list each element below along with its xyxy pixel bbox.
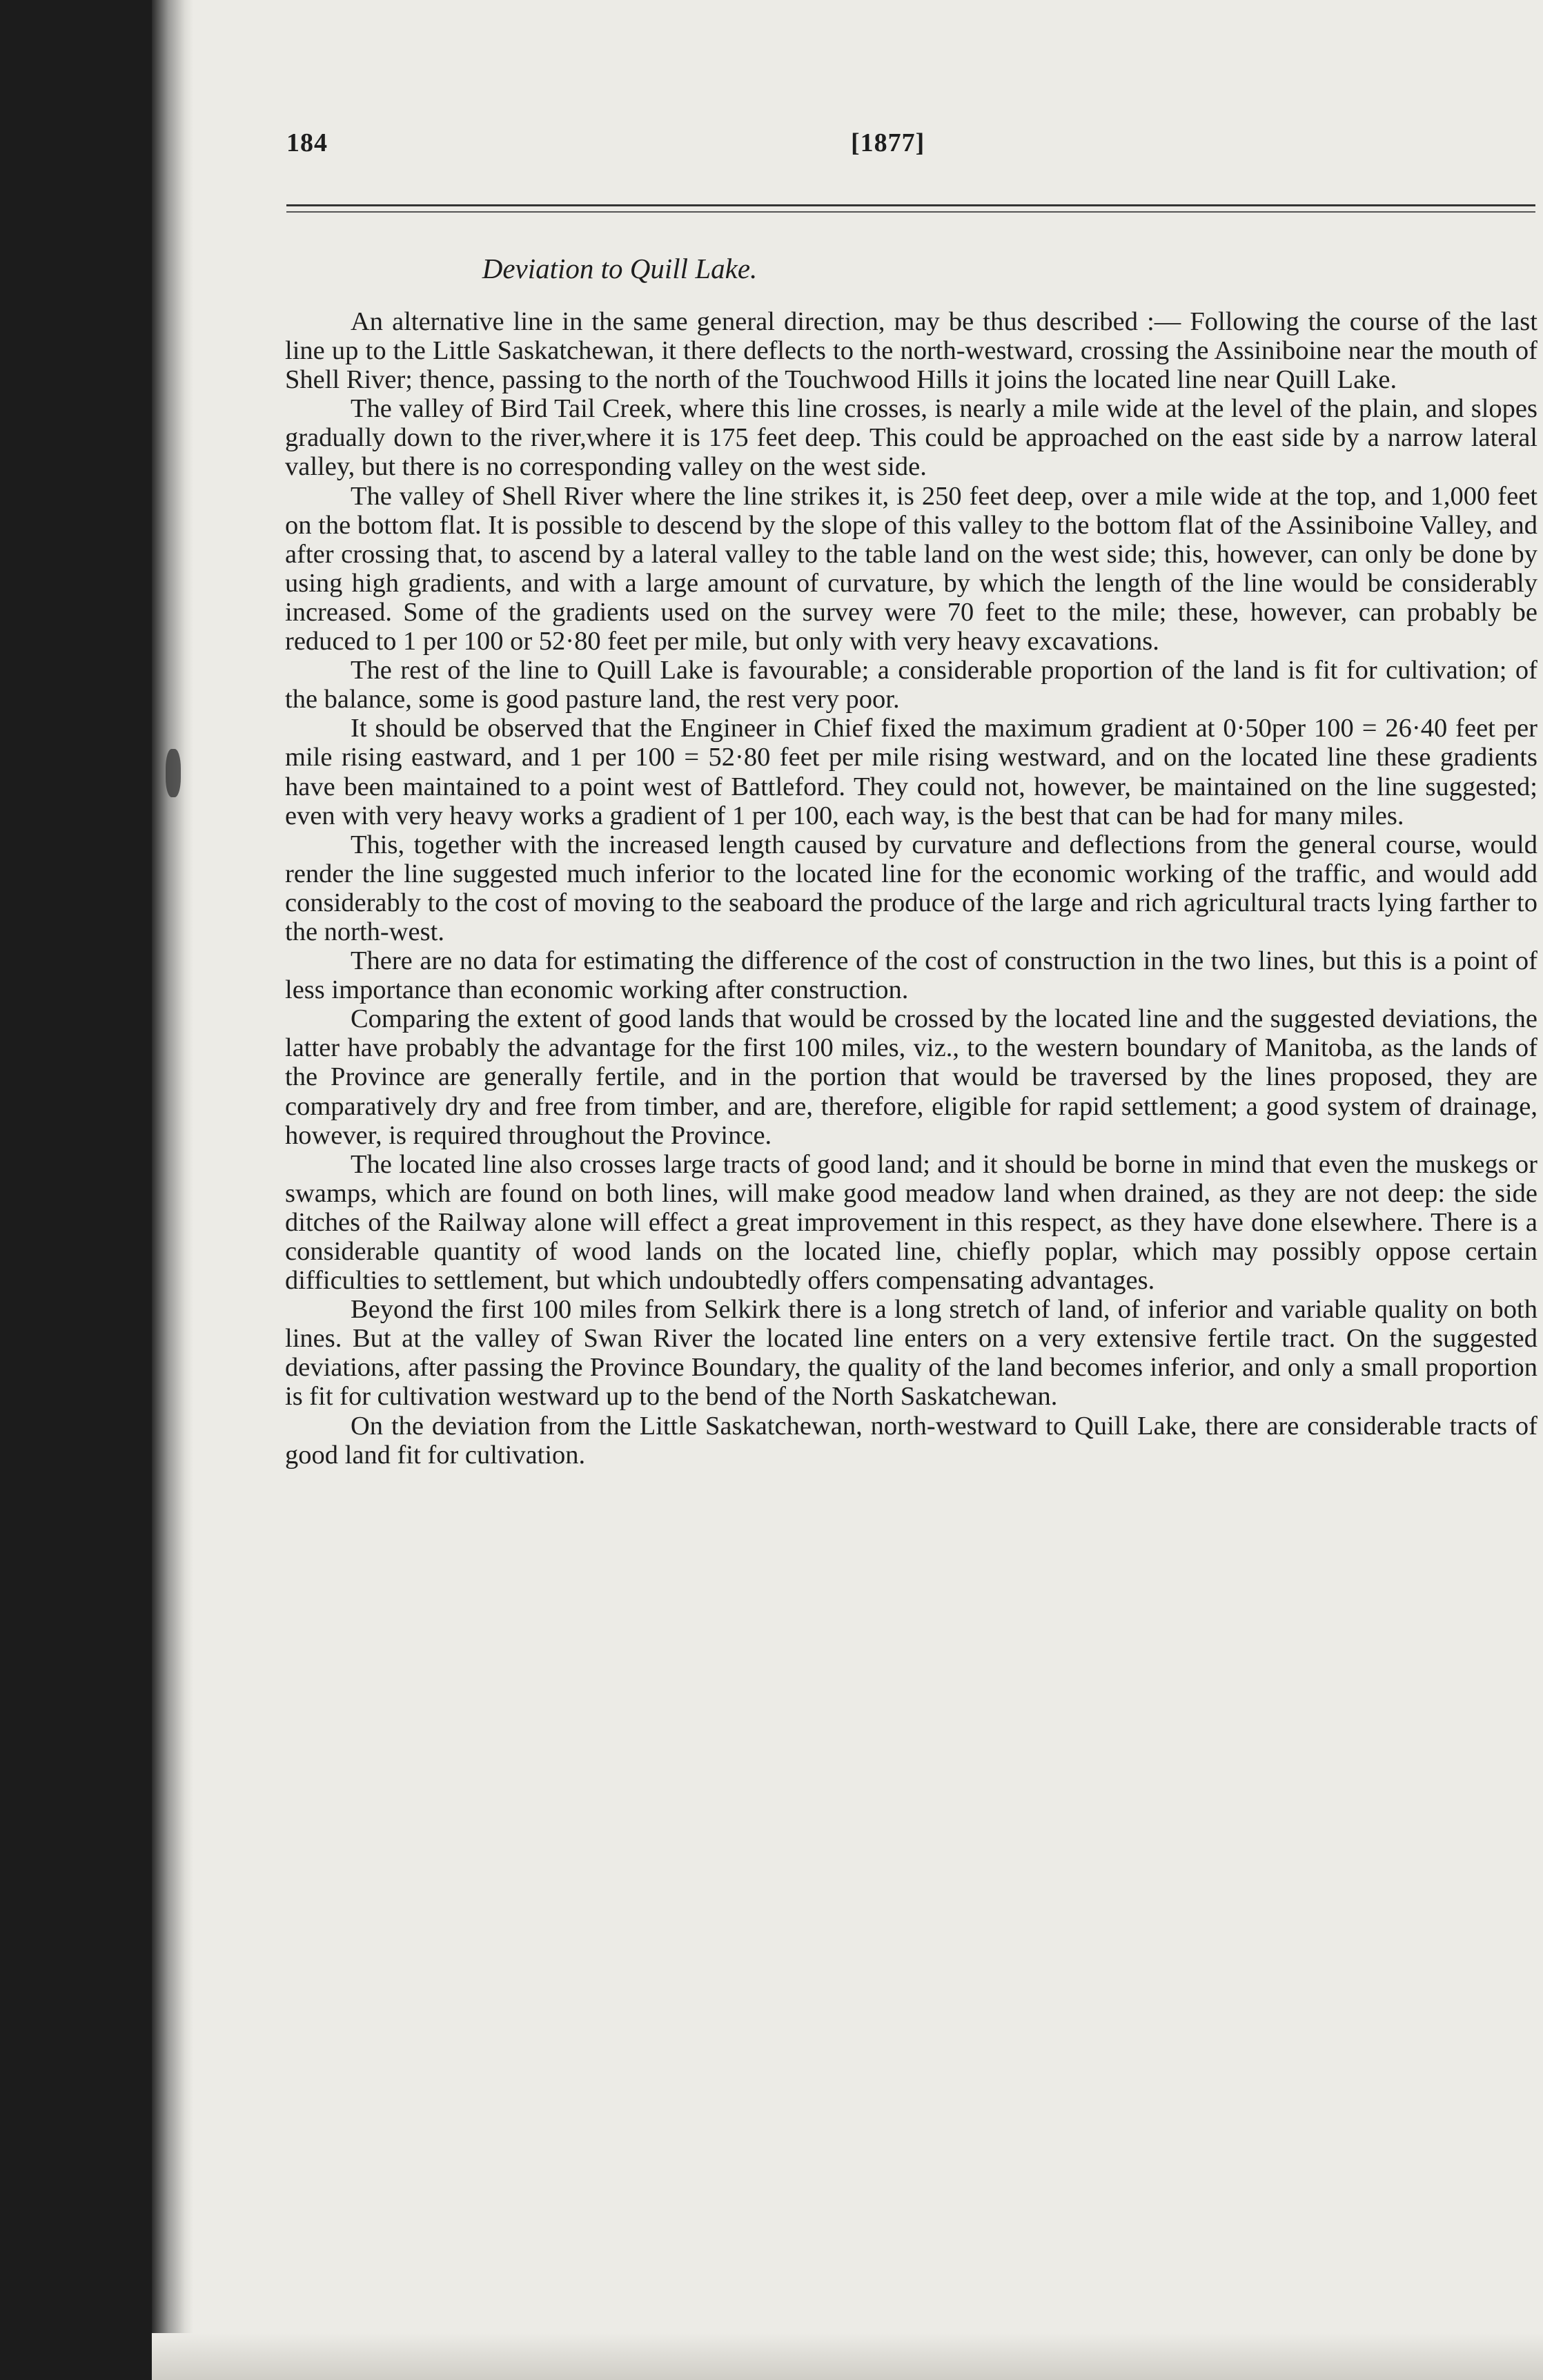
page-bottom-edge: [152, 2333, 1543, 2380]
page-year: [1877]: [851, 128, 925, 157]
paragraph: Beyond the first 100 miles from Selkirk there is a long stretch of land, of inferior and variable quality on both lines. But at the valley of Swan River the located line enters on a very extensive fertile tract. On the suggested deviations, after passing the Province Boundary, the quality of the land becomes inferior, and only a small proportion is fit for cultivation westward up to the bend of the North Saskatchewan.: [285, 1295, 1537, 1412]
paragraph: On the deviation from the Little Saskatchewan, north-westward to Quill Lake, there are considerable tracts of good land fit for cultivation.: [285, 1411, 1537, 1470]
body-text: [285, 307, 1537, 1470]
paragraph: There are no data for estimating the difference of the cost of construction in the two lines, but this is a point of less importance than economic working after construction.: [285, 946, 1537, 1005]
header-rule-thin: [286, 211, 1535, 213]
paragraph: An alternative line in the same general direction, may be thus described :— Following the course of the last line up to the Little Saskatchewan, it there deflects to the north-westward, crossing the Assiniboine near the mouth of Shell River; thence, passing to the north of the Touchwood Hills it joins the located line near Quill Lake.: [285, 307, 1537, 395]
paragraph: The valley of Shell River where the line strikes it, is 250 feet deep, over a mile wide at the top, and 1,000 feet on the bottom flat. It is possible to descend by the slope of this valley to the bottom flat of the Assiniboine Valley, and after crossing that, to ascend by a lateral valley to the table land on the west side; this, however, can only be done by using high gradients, and with a large amount of curvature, by which the length of the line would be considerably increased. Some of the gradients used on the survey were 70 feet to the mile; these, however, can probably be reduced to 1 per 100 or 52·80 feet per mile, but only with very heavy excavations.: [285, 481, 1537, 656]
page-number: 184: [286, 128, 328, 157]
paragraph: The rest of the line to Quill Lake is favourable; a considerable proportion of the land is fit for cultivation; of the balance, some is good pasture land, the rest very poor.: [285, 656, 1537, 714]
paragraph: This, together with the increased length caused by curvature and deflections from the general course, would render the line suggested much inferior to the located line for the economic working of the traffic, and would add considerably to the cost of moving to the seaboard the produce of the large and rich agricultural tracts lying farther to the north-west.: [285, 830, 1537, 946]
binding-shadow: [152, 0, 193, 2380]
header-rule-thick: [286, 204, 1535, 206]
page-header: [286, 128, 1535, 169]
section-title: Deviation to Quill Lake.: [482, 253, 758, 284]
document-page: [152, 0, 1543, 2380]
paragraph: The located line also crosses large tracts of good land; and it should be borne in mind that even the muskegs or swamps, which are found on both lines, will make good meadow land when drained, as they are not deep: the side ditches of the Railway alone will effect a great improvement in this respect, as they have done elsewhere. There is a considerable quantity of wood lands on the located line, chiefly poplar, which may possibly oppose certain difficulties to settlement, but which undoubtedly offers compensating advantages.: [285, 1149, 1537, 1296]
paragraph: The valley of Bird Tail Creek, where this line crosses, is nearly a mile wide at the level of the plain, and slopes gradually down to the river,where it is 175 feet deep. This could be approached on the east side by a narrow lateral valley, but there is no corresponding valley on the west side.: [285, 394, 1537, 482]
paragraph: Comparing the extent of good lands that would be crossed by the located line and the suggested deviations, the latter have probably the advantage for the first 100 miles, viz., to the western boundary of Manitoba, as the lands of the Province are generally fertile, and in the portion that would be traversed by the lines proposed, they are comparatively dry and free from timber, and are, therefore, eligible for rapid settlement; a good system of drainage, however, is required throughout the Province.: [285, 1004, 1537, 1150]
paragraph: It should be observed that the Engineer in Chief fixed the maximum gradient at 0·50per 100 = 26·40 feet per mile rising eastward, and 1 per 100 = 52·80 feet per mile rising westward, and on the located line these gradients have been maintained to a point west of Battleford. They could not, however, be maintained on the line suggested; even with very heavy works a gradient of 1 per 100, each way, is the best that can be had for many miles.: [285, 714, 1537, 830]
edge-blemish: [166, 749, 181, 797]
